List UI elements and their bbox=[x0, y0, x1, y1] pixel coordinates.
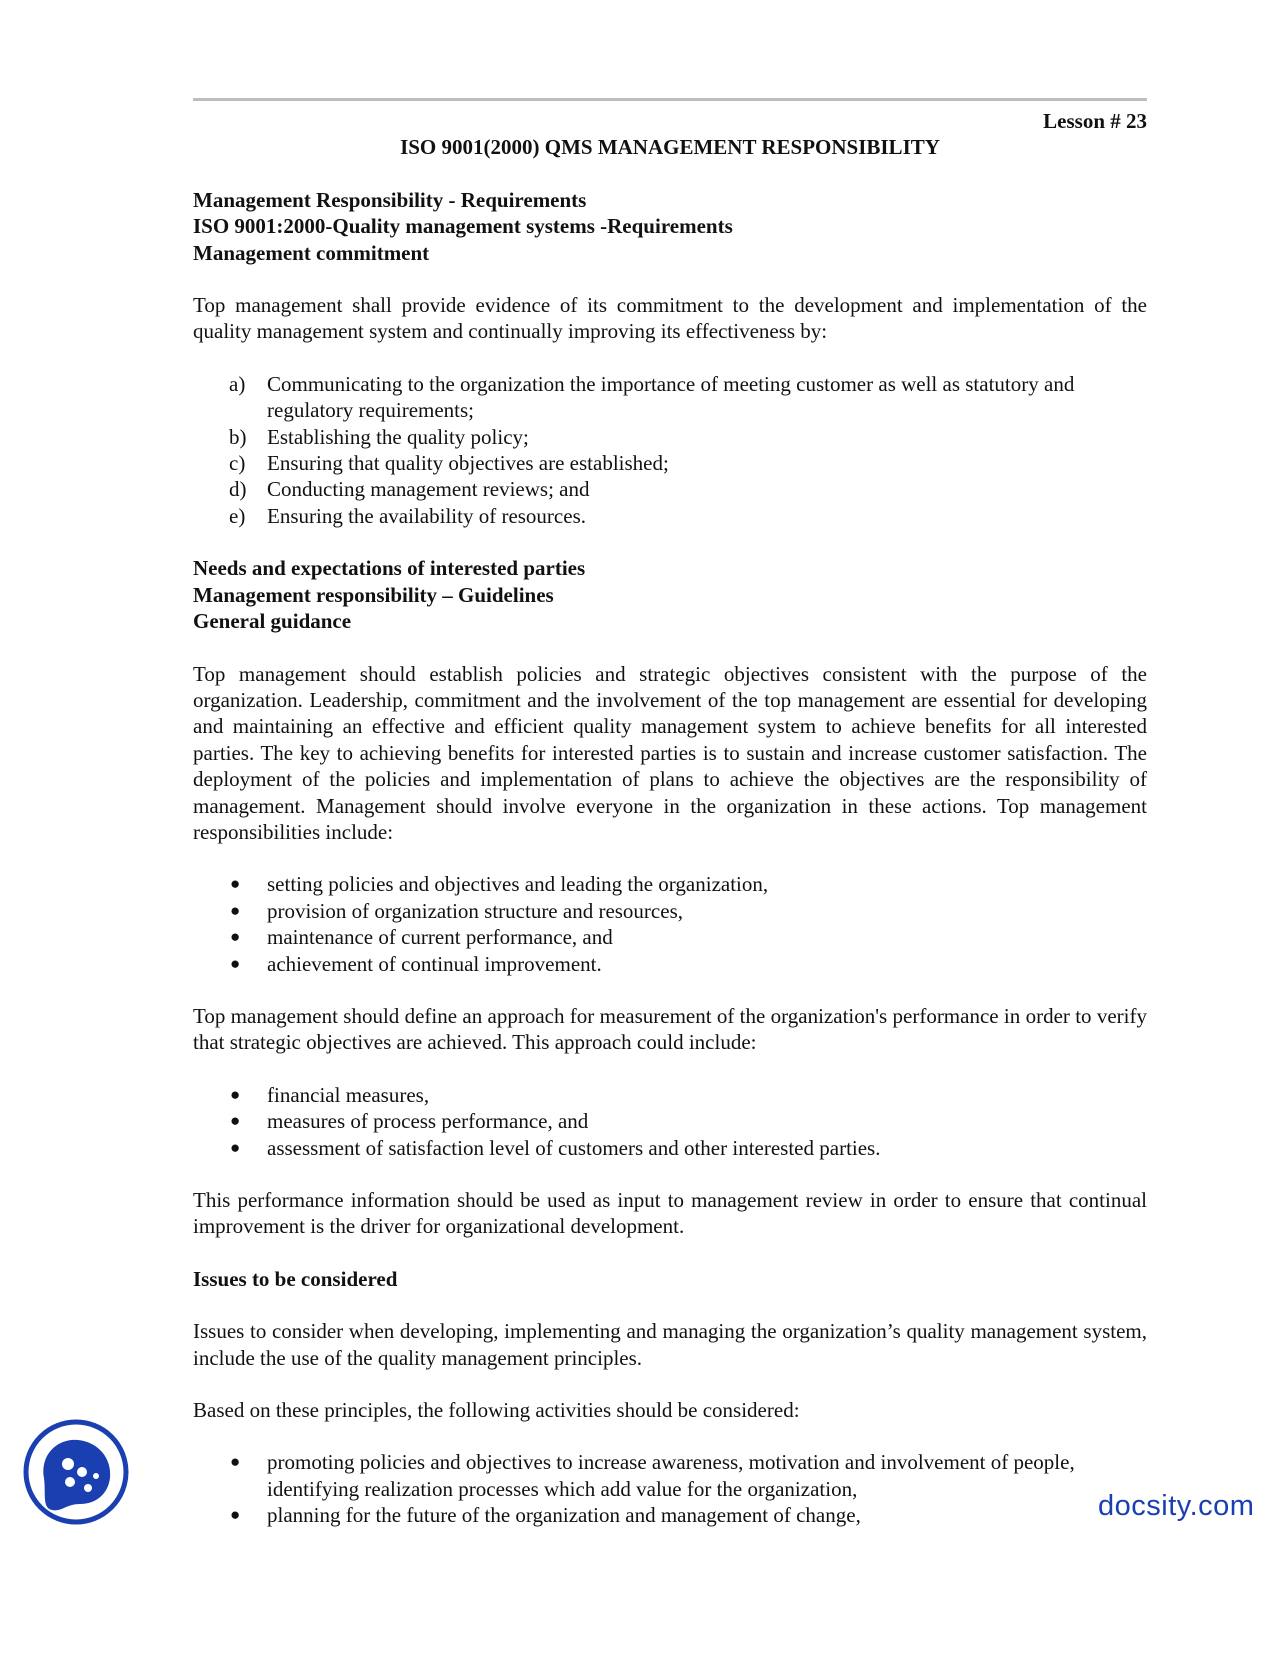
heading: Management commitment bbox=[193, 240, 430, 265]
bullet-icon: ● bbox=[230, 1111, 241, 1131]
list-item-text: provision of organization structure and resources, bbox=[267, 898, 683, 923]
list-item bbox=[193, 371, 1147, 424]
list-item-text: Communicating to the organization the importance of meeting customer as well as statutory and regulatory requirements; bbox=[267, 371, 1075, 423]
docsity-logo-icon bbox=[22, 1418, 130, 1526]
list-item bbox=[193, 503, 1147, 529]
list-item-text: achievement of continual improvement. bbox=[267, 951, 602, 976]
section2-headings bbox=[193, 555, 1147, 634]
list-item bbox=[193, 1502, 1147, 1528]
page-title: ISO 9001(2000) QMS MANAGEMENT RESPONSIBILITY bbox=[400, 135, 940, 160]
heading: Needs and expectations of interested parties bbox=[193, 556, 586, 581]
list-item bbox=[193, 1135, 1147, 1161]
heading: Issues to be considered bbox=[193, 1266, 398, 1291]
lesson-number: Lesson # 23 bbox=[1043, 109, 1147, 133]
header-rule bbox=[193, 98, 1147, 101]
bullet-icon: ● bbox=[230, 1137, 241, 1157]
list-item-text: Establishing the quality policy; bbox=[267, 424, 529, 449]
list-item bbox=[193, 951, 1147, 977]
bullet-list bbox=[193, 1449, 1147, 1528]
bullet-icon: ● bbox=[230, 927, 241, 947]
list-item bbox=[193, 450, 1147, 476]
document-page bbox=[193, 108, 1147, 1555]
list-item-text: setting policies and objectives and leading the organization, bbox=[267, 872, 769, 897]
list-marker: b) bbox=[229, 424, 247, 449]
paragraph: Top management shall provide evidence of its commitment to the development and implementation of the quality management system and continually improving its effectiveness by: bbox=[193, 293, 1147, 344]
list-item bbox=[193, 424, 1147, 450]
list-marker: d) bbox=[229, 477, 247, 502]
list-item-text: assessment of satisfaction level of customers and other interested parties. bbox=[267, 1135, 881, 1160]
heading: ISO 9001:2000-Quality management systems -Requirements bbox=[193, 214, 733, 239]
list-item-text: financial measures, bbox=[267, 1082, 430, 1107]
list-item-text: planning for the future of the organization and management of change, bbox=[267, 1503, 861, 1528]
docsity-watermark[interactable]: docsity.com bbox=[1098, 1490, 1255, 1522]
list-marker: a) bbox=[229, 371, 246, 396]
list-item-text: Ensuring the availability of resources. bbox=[267, 503, 586, 528]
list-item-text: maintenance of current performance, and bbox=[267, 925, 613, 950]
list-item bbox=[193, 898, 1147, 924]
list-item bbox=[193, 476, 1147, 502]
list-item bbox=[193, 1449, 1147, 1502]
paragraph: Issues to consider when developing, implementing and managing the organization’s quality management system, include the use of the quality management principles. bbox=[193, 1319, 1147, 1370]
bullet-icon: ● bbox=[230, 1084, 241, 1104]
list-item bbox=[193, 924, 1147, 950]
list-item-text: Conducting management reviews; and bbox=[267, 477, 590, 502]
list-marker: e) bbox=[229, 503, 246, 528]
bullet-icon: ● bbox=[230, 900, 241, 920]
bullet-icon: ● bbox=[230, 1505, 241, 1525]
section3-headings bbox=[193, 1266, 1147, 1292]
paragraph: Top management should define an approach for measurement of the organization's performance in order to verify that strategic objectives are achieved. This approach could include: bbox=[193, 1003, 1147, 1055]
list-item bbox=[193, 1108, 1147, 1134]
bullet-icon: ● bbox=[230, 953, 241, 973]
paragraph: Based on these principles, the following activities should be considered: bbox=[193, 1398, 800, 1423]
paragraph: This performance information should be used as input to management review in order to ensure that continual improvement is the driver for organizational development. bbox=[193, 1188, 1147, 1239]
lettered-list bbox=[193, 371, 1147, 529]
list-item-text: measures of process performance, and bbox=[267, 1109, 589, 1134]
heading: Management responsibility – Guidelines bbox=[193, 582, 554, 607]
paragraph: Top management should establish policies and strategic objectives consistent with the purpose of the organization. Leadership, commitment and the involvement of the top management are essential for developing and maintaining an effective and efficient quality management system to achieve benefits for all interested parties. The key to achieving benefits for interested parties is to sustain and increase customer satisfaction. The deployment of the policies and implementation of plans to achieve the objectives are the responsibility of management. Management should involve everyone in the organization in these actions. Top management responsibilities include: bbox=[193, 661, 1147, 844]
list-item bbox=[193, 1082, 1147, 1108]
heading: General guidance bbox=[193, 609, 352, 634]
list-marker: c) bbox=[229, 451, 246, 476]
heading: Management Responsibility - Requirements bbox=[193, 187, 587, 212]
bullet-list bbox=[193, 871, 1147, 977]
bullet-list bbox=[193, 1082, 1147, 1161]
list-item-text: Ensuring that quality objectives are established; bbox=[267, 451, 669, 476]
list-item-text: promoting policies and objectives to increase awareness, motivation and involvement of people, identifying realization processes which add value for the organization, bbox=[267, 1450, 1075, 1501]
bullet-icon: ● bbox=[230, 874, 241, 894]
bullet-icon: ● bbox=[230, 1452, 241, 1472]
section1-headings bbox=[193, 187, 1147, 266]
list-item bbox=[193, 871, 1147, 897]
